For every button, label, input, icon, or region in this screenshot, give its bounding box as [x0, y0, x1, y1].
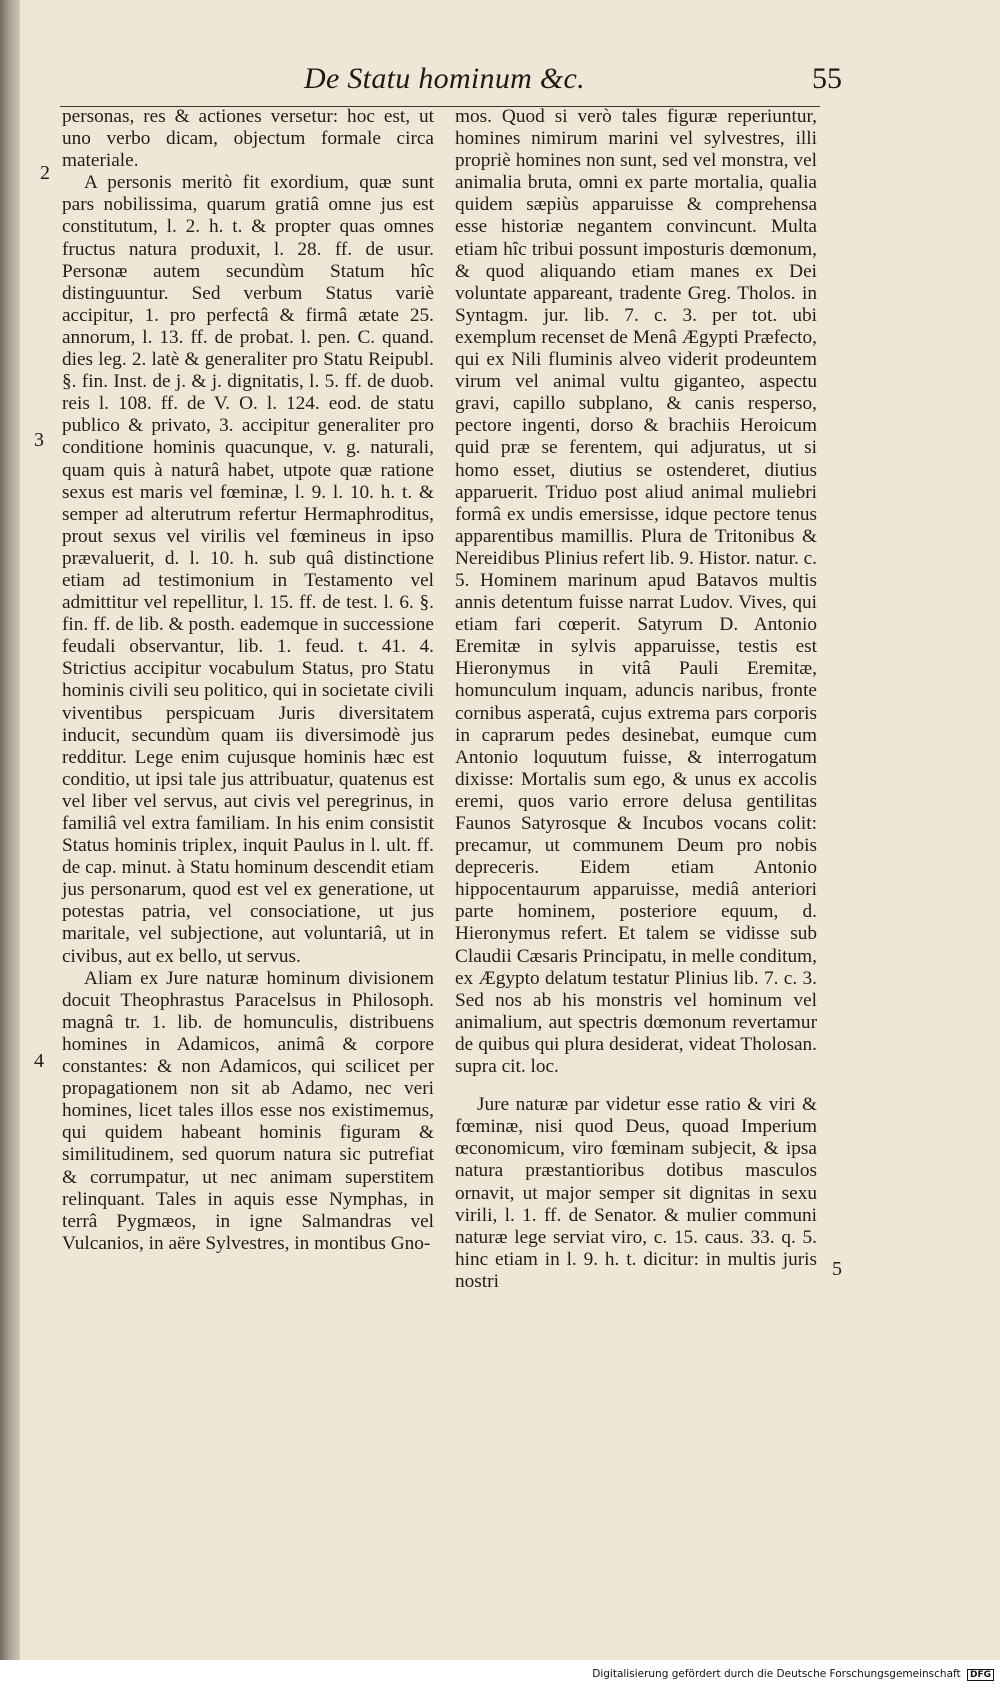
- paragraph: Aliam ex Jure naturæ hominum divisionem docuit Theophrastus Paracelsus in Philosoph. magnâ tr. 1. lib. de homunculis, distribuens homines in Adamicos, animâ & corpore constantes: & non Adamicos, qui scilicet per propagationem non sit ab Adamo, nec veri homines, licet tales illos esse nos existimemus, qui quidem habeant hominis figuram & similitudinem, sed quorum natura sic putrefiat & corrumpatur, ut nec animam superstitem relinquant. Tales in aquis esse Nymphas, in terrâ Pygmæos, in igne Salmandras vel Vulcanios, in aëre Sylvestres, in montibus Gno-: [62, 967, 434, 1254]
- margin-number: 4: [34, 1050, 44, 1072]
- page-header: [60, 62, 842, 107]
- running-head: De Statu hominum &c.: [304, 62, 585, 95]
- paragraph: mos. Quod si verò tales figuræ reperiuntur, homines nimirum marini vel sylvestres, illi propriè homines non sunt, sed vel monstra, vel animalia bruta, omni ex parte mortalia, qualia quidem sæpiùs apparuisse & comprehensa esse historiæ negantem convincunt. Multa etiam hîc tribui possunt imposturis dœmonum, & quod aliquando etiam manes ex Dei voluntate appareant, tradente Greg. Tholos. in Syntagm. jur. lib. 7. c. 3. per tot. ubi exemplum recenset de Menâ Ægypti Præfecto, qui ex Nili fluminis alveo viderit prodeuntem virum vel animal vultu giganteo, aspectu gravi, capillo subplano, & canis resperso, pectore ingenti, dorso & brachiis Heroicum quid præ se ferentem, qui adjuratus, ut si homo esset, diutius se ostenderet, diutius apparuerit. Triduo post aliud animal muliebri formâ ex undis emersisse, idque pectore tenus apparentibus mamillis. Plura de Tritonibus & Nereidibus Plinius refert lib. 9. Histor. natur. c. 5. Hominem marinum apud Batavos multis annis detentum fuisse narrat Ludov. Vives, qui etiam fari cœperit. Satyrum D. Antonio Eremitæ in sylvis apparuisse, testis est Hieronymus in vitâ Pauli Eremitæ, homunculum inquam, aduncis naribus, fronte cornibus asperatâ, cujus extrema pars corporis in caprarum pedes desinebat, eumque cum Antonio loquutum fuisse, & interrogatum dixisse: Mortalis sum ego, & unus ex accolis eremi, quos vario errore delusa gentilitas Faunos Satyrosque & Incubos vocans colit: precamur, ut communem Deum pro nobis depreceris. Eidem etiam Antonio hippocentaurum apparuisse, mediâ anteriori parte hominem, posteriore equum, d. Hieronymus refert. Et talem se vidisse sub Claudii Cæsaris Principatu, in melle conditum, ex Ægypto delatum testatur Plinius lib. 7. c. 3. Sed nos ab his monstris vel hominum vel animalium, aut spectris dœmonum revertamur de quibus qui plura desiderat, videat Tholosan. supra cit. loc.: [455, 106, 818, 1078]
- paragraph: A personis meritò fit exordium, quæ sunt pars nobilissima, quarum gratiâ omne jus est constitutum, l. 2. h. t. & propter quas omnes fructus natura produxit, l. 28. ff. de usur. Personæ autem secundùm Statum hîc distinguuntur. Sed verbum Status variè accipitur, 1. pro perfectâ & firmâ ætate 25. annorum, l. 13. ff. de probat. l. pen. C. quand. dies leg. 2. latè & generaliter pro Statu Reipubl. §. fin. Inst. de j. & j. dignitatis, l. 5. ff. de duob. reis l. 108. ff. de V. O. l. 124. eod. de statu publico & privato, 3. accipitur generaliter pro conditione hominis quacunque, v. g. naturali, quam quis à naturâ habet, utpote quæ ratione sexus est maris vel fœminæ, l. 9. l. 10. h. t. & semper ad alterutrum refertur Hermaphroditus, prout sexus vel virilis vel fœmineus in ipso prævaluerit, d. l. 10. h. sub quâ distinctione etiam ad testimonium in Testamento vel admittitur vel repellitur, l. 15. ff. de test. l. 6. §. fin. ff. de lib. & posth. eademque in successione feudali observantur, lib. 1. feud. t. 41. 4. Strictius accipitur vocabulum Status, pro Statu hominis civili seu politico, qui in societate civili viventibus perspicuam Juris diversitatem inducit, secundùm quam iis diversimodè jus redditur. Lege enim cujusque hominis hæc est conditio, ut ipsi tale jus attribuatur, quatenus est vel liber vel servus, aut civis vel peregrinus, in familiâ vel extra familiam. In his enim consistit Status hominis triplex, inquit Paulus in l. ult. ff. de cap. minut. à Statu hominum descendit etiam jus personarum, quod est vel ex generatione, ut potestas patria, vel consociatione, ut jus maritale, vel subjectione, aut voluntariâ, ut in civibus, aut ex bello, ut servus.: [62, 172, 434, 967]
- book-gutter: [0, 0, 22, 1660]
- left-column: [62, 106, 434, 1255]
- footer-text: Digitalisierung gefördert durch die Deutsche Forschungsgemeinschaft: [592, 1668, 961, 1680]
- margin-number: 3: [34, 429, 44, 451]
- dfg-logo: DFG: [967, 1669, 994, 1681]
- margin-number: 2: [40, 162, 50, 184]
- margin-number: 5: [832, 1258, 842, 1280]
- page-number: 55: [812, 62, 842, 95]
- right-column: [455, 106, 817, 1293]
- footer-credit: [592, 1668, 994, 1681]
- paragraph: personas, res & actiones versetur: hoc est, ut uno verbo dicam, objectum formale circa materiale.: [62, 106, 434, 172]
- paragraph: Jure naturæ par videtur esse ratio & viri & fœminæ, nisi quod Deus, quoad Imperium œconomicum, viro fœminam subjecit, & ipsa natura præstantioribus dotibus masculos ornavit, ut major semper sit dignitas in sexu virili, l. 1. ff. de Senator. & mulier communi naturæ lege serviat viro, c. 15. caus. 33. q. 5. hinc etiam in l. 9. h. t. dicitur: in multis juris nostri: [455, 1094, 817, 1292]
